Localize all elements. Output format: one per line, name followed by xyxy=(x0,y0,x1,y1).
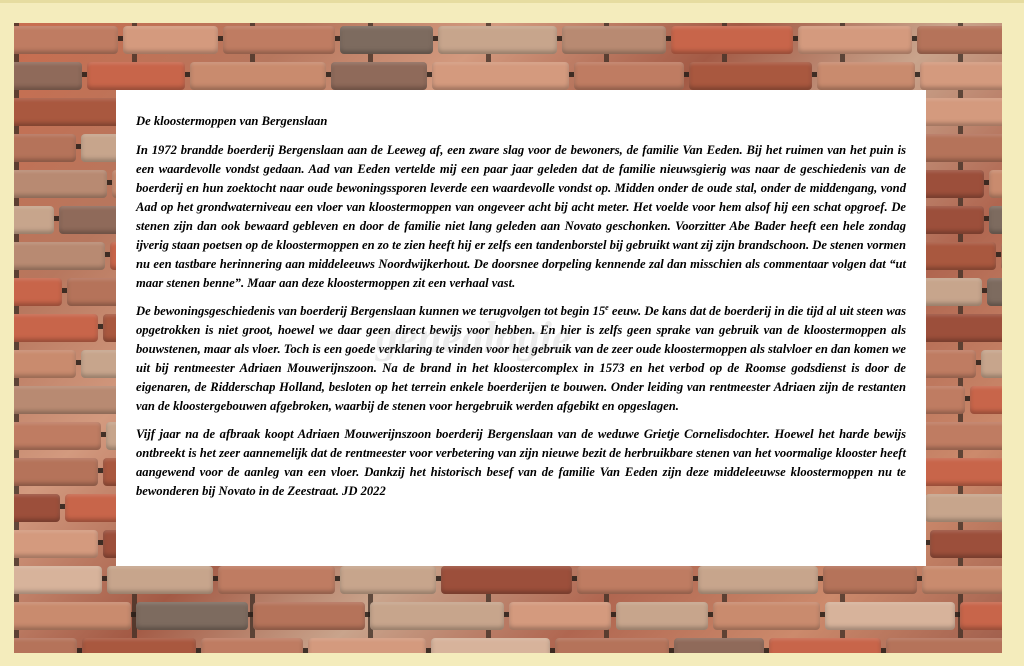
brick xyxy=(713,602,820,630)
brick xyxy=(798,26,912,54)
brick xyxy=(981,350,1002,378)
paragraph-2: De bewoningsgeschiedenis van boerderij Bergenslaan kunnen we terugvolgen tot begin 15e eeuw. De kans dat de boerderij in die tijd al uit steen was opgetrokken is niet groot, hoewel we daar geen direct bewijs voor hebben. En hier is zelfs geen sprake van gebruik van de kloostermoppen als bouwstenen, maar als vloer. Toch is een goede verklaring te vinden voor het gebruik van de zeer oude kloostermoppen als stalvloer en dan komen we uit bij rentmeester Adriaen Mouwerijnszoon. Na de brand in het kloostercomplex in 1573 en het verbod op de Roomse godsdienst is door de eigenaren, de Ridderschap Holland, besloten op het terrein enkele boerderijen te bouwen. Onder leiding van rentmeester Adriaen zijn de restanten van de kloostergebouwen afgebroken, waarbij de stenen voor hergebruik werden afgebikt en opgeslagen. xyxy=(136,302,906,413)
text-panel xyxy=(116,90,926,566)
brick xyxy=(577,566,693,594)
brick xyxy=(674,638,764,653)
brick xyxy=(970,386,1002,414)
brick xyxy=(223,26,335,54)
document-title: De kloostermoppen van Bergenslaan xyxy=(136,114,328,128)
brick xyxy=(340,566,436,594)
brick xyxy=(14,170,107,198)
brick xyxy=(14,26,118,54)
brick xyxy=(574,62,684,90)
brick xyxy=(136,602,248,630)
brick xyxy=(14,278,62,306)
brick xyxy=(689,62,812,90)
brick xyxy=(14,530,98,558)
brick xyxy=(14,602,131,630)
watermark: genealogie xyxy=(376,313,572,362)
brick xyxy=(769,638,881,653)
paragraph-1: In 1972 brandde boerderij Bergenslaan aan de Leeweg af, een zware slag voor de bewoners, de familie Van Eeden. Bij het ruimen van het puin is een waardevolle vondst gedaan. Aad van Eeden vertelde mij een paar jaar geleden dat de familie nieuwsgierig was naar de geschiedenis van de boerderij en hun zoektocht naar oude bewoningssporen leverde een waardevolle vondst op. Midden onder de oude stal, onder de middengang, vond Aad op het grondwaterniveau een vloer van kloostermoppen van ongeveer acht bij acht meter. Het voelde voor hem alsof hij een schat opgroef. De stenen zijn dan ook bewaard gebleven en door de familie niet lang geleden aan Novato geschonken. Voorzitter Abe Bader heeft een hele zondag ijverig staan poetsen op de kloostermoppen en zo te zien heeft hij er zelfs een tandenborstel bij gebruikt want zij zijn brandschoon. De stenen vormen nu een tastbare herinnering aan middeleeuws Noordwijkerhout. De doorsnee dorpeling kennende zal dan misschien als commentaar volgen dat “ut maar stenen benne”. Maar aan deze kloostermoppen zit een verhaal vast. xyxy=(136,143,907,290)
brick xyxy=(989,170,1002,198)
brick xyxy=(14,494,60,522)
brick xyxy=(14,566,102,594)
brick xyxy=(1001,242,1002,270)
brick xyxy=(925,494,1002,522)
brick xyxy=(14,638,77,653)
brick xyxy=(308,638,426,653)
brick xyxy=(671,26,793,54)
brick xyxy=(370,602,504,630)
brick xyxy=(218,566,335,594)
brick xyxy=(920,62,1002,90)
brick xyxy=(14,62,82,90)
brick xyxy=(987,278,1002,306)
brick xyxy=(190,62,326,90)
brick xyxy=(960,602,1002,630)
brick xyxy=(201,638,303,653)
brick xyxy=(253,602,365,630)
brick xyxy=(14,98,121,126)
brick xyxy=(509,602,611,630)
brick xyxy=(562,26,666,54)
brick xyxy=(698,566,818,594)
brick xyxy=(14,422,101,450)
paragraph-3: Vijf jaar na de afbraak koopt Adriaen Mouwerijnszoon boerderij Bergenslaan van de weduwe Grietje Cornelisdochter. Hoewel het harde bewijs ontbreekt is het zeer aannemelijk dat de rentmeester voor verbetering van zijn nieuwe bezit de herbruikbare stenen van het voormalige klooster heeft aangewend voor de aanleg van een vloer. Dankzij het historisch besef van de familie Van Eeden zijn deze middeleeuwse kloostermoppen nu te bewonderen bij Novato in de Zeestraat. JD 2022 xyxy=(136,427,906,498)
brick xyxy=(616,602,708,630)
brick xyxy=(825,602,955,630)
brick xyxy=(14,350,76,378)
brick xyxy=(14,242,105,270)
brick xyxy=(107,566,213,594)
brick xyxy=(917,26,1002,54)
brick xyxy=(82,638,196,653)
brick xyxy=(886,638,1002,653)
brick xyxy=(918,458,1002,486)
brick xyxy=(817,62,915,90)
brick xyxy=(14,458,98,486)
brick xyxy=(823,566,917,594)
brick xyxy=(922,566,1002,594)
brick xyxy=(919,98,1002,126)
brick xyxy=(331,62,427,90)
brick xyxy=(340,26,433,54)
brick xyxy=(14,206,54,234)
brick xyxy=(87,62,185,90)
brick xyxy=(14,386,131,414)
brick xyxy=(930,530,1002,558)
brick xyxy=(14,314,98,342)
brick xyxy=(555,638,669,653)
brick xyxy=(14,134,76,162)
brick xyxy=(989,206,1002,234)
brick xyxy=(432,62,569,90)
brick xyxy=(123,26,218,54)
brick xyxy=(431,638,550,653)
brick xyxy=(441,566,572,594)
brick xyxy=(438,26,557,54)
